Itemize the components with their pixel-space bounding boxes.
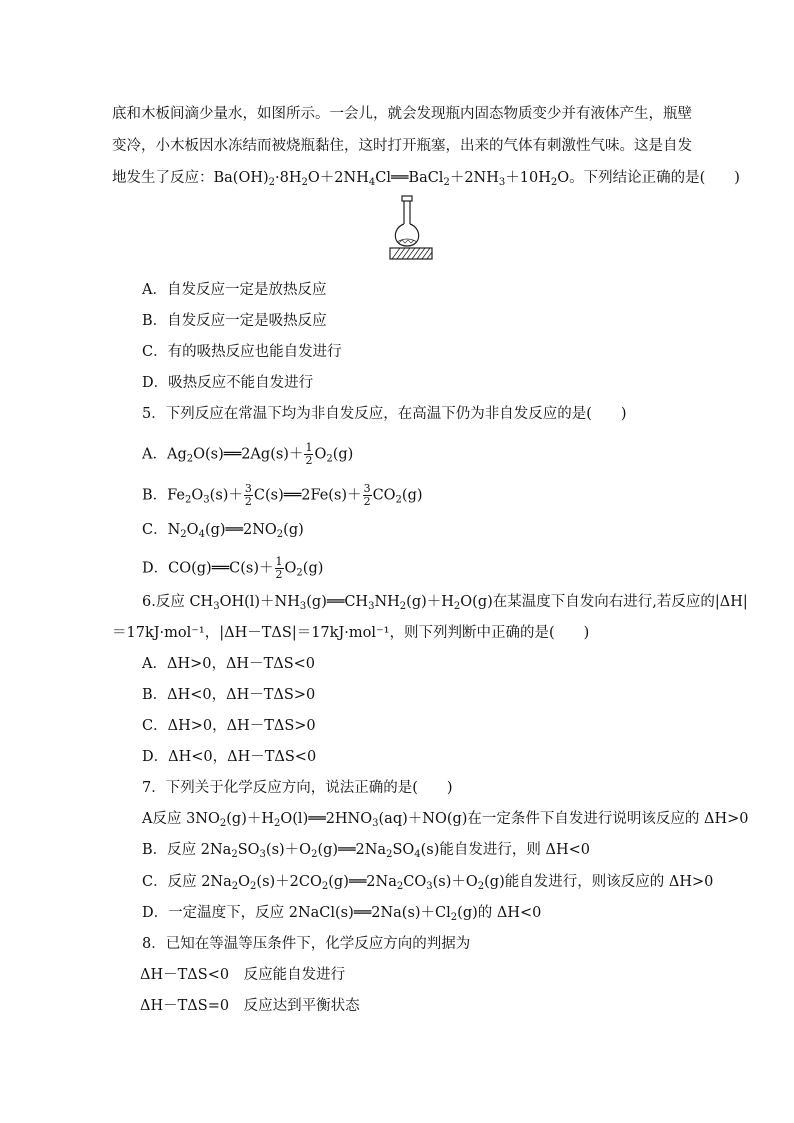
q7-option-a: A反应 $3NO_2(g)+H_2O(l)══2HNO_3(aq)+NO(g)$在一定条件下自发进行说明该反应的 ΔH>0 [142,811,749,829]
fraction-three-halves: $\frac{3}{2}$ [363,482,371,508]
q8-criterion-2: ΔH－TΔS=0 反应达到平衡状态 [140,998,360,1014]
q6-option-b: B．ΔH<0，ΔH－TΔS>0 [142,687,316,703]
q4-option-d: D．吸热反应不能自发进行 [142,375,314,391]
q7-option-b: B．反应 $2Na_2SO_3(s)+O_2(g)══2Na_2SO_4(s)$能自发进行，则 ΔH<0 [142,842,590,860]
q7-option-c: C．反应 $2Na_2O_2(s)+2CO_2(g)══2Na_2CO_3(s)+O_2(g)$能自发进行，则该反应的 ΔH>0 [142,874,714,892]
q5-option-c: C．$N_2O_4(g)══2NO_2(g)$ [142,522,304,540]
q6-option-c: C．ΔH>0，ΔH－TΔS>0 [142,718,316,734]
q7-option-d: D．一定温度下，反应 $2NaCl(s)══2Na(s)+Cl_2(g)$的 ΔH<0 [142,905,542,923]
q4-option-c: C．有的吸热反应也能自发进行 [142,344,342,360]
q4-option-a: A．自发反应一定是放热反应 [142,282,327,298]
flask-on-board-figure [386,194,436,264]
q5-option-a: A．$Ag_2O(s)══2Ag(s)+$ $\frac{1}{2}$ $O_2(g)$ [142,441,354,467]
q6-stem-line-2: ＝17kJ·mol⁻¹，|ΔH－TΔS|＝17kJ·mol⁻¹，则下列判断中正确的是( ) [112,625,590,641]
intro-line-2: 变冷，小木板因水冻结而被烧瓶黏住，这时打开瓶塞，出来的气体有刺激性气味。这是自发 [112,138,692,154]
q4-option-b: B．自发反应一定是吸热反应 [142,313,327,329]
q5-option-d: D．CO(g)══C(s)＋ $\frac{1}{2}$ $O_2(g)$ [142,555,324,581]
intro-line-3: 地发生了反应：$Ba(OH)_2\cdot 8H_2O+2NH_4Cl══BaCl_2+2NH_3+10H_2O$。下列结论正确的是( ) [112,170,740,188]
q6-option-a: A．ΔH>0，ΔH－TΔS<0 [142,656,316,672]
fraction-half: $\frac{1}{2}$ [275,555,283,581]
fraction-three-halves: $\frac{3}{2}$ [244,482,252,508]
fraction-half: $\frac{1}{2}$ [305,441,313,467]
q6-stem-line-1: 6.反应 $CH_3OH(l)+NH_3(g)══CH_3NH_2(g)+H_2O(g)$在某温度下自发向右进行,若反应的|ΔH| [142,594,748,612]
q7-stem: 7．下列关于化学反应方向，说法正确的是( ) [142,780,453,796]
q6-option-d: D．ΔH<0，ΔH－TΔS<0 [142,749,317,765]
intro-line-1: 底和木板间滴少量水，如图所示。一会儿，就会发现瓶内固态物质变少并有液体产生，瓶壁 [112,106,692,122]
q5-stem: 5．下列反应在常温下均为非自发反应，在高温下仍为非自发反应的是( ) [142,406,627,422]
q5-option-b: B．$Fe_2O_3(s)+$ $\frac{3}{2}$ C(s)══2Fe(s)＋ $\frac{3}{2}$ $CO_2(g)$ [142,482,423,508]
q8-stem: 8．已知在等温等压条件下，化学反应方向的判据为 [142,936,471,952]
q8-criterion-1: ΔH－TΔS<0 反应能自发进行 [140,967,346,983]
